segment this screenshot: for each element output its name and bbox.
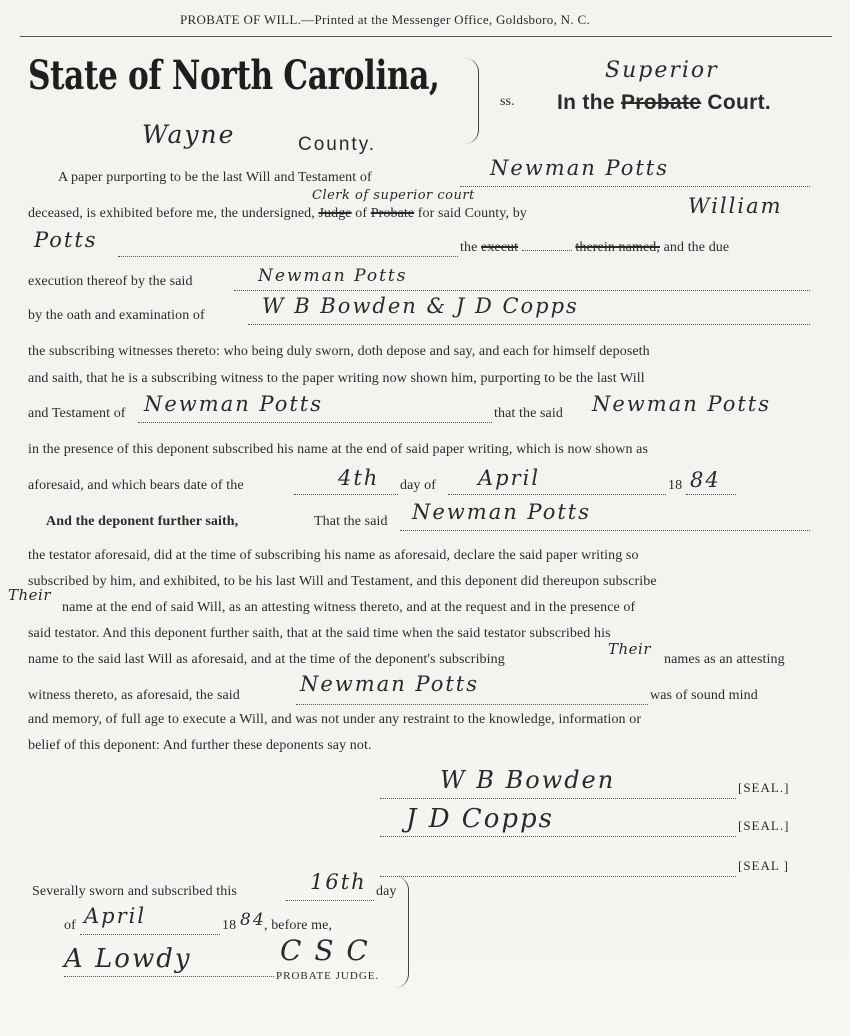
insert-their-2: Their [608,640,652,658]
fill-line [522,250,572,251]
line-16-text: name to the said last Will as aforesaid, and at the time of the deponent's subscribing [28,652,505,667]
line-6-text: the subscribing witnesses thereto: who being duly sworn, doth depose and say, and each for himself deposeth [28,344,650,359]
seal-1: [SEAL.] [738,780,790,795]
fill-line [380,798,736,799]
seal-3: [SEAL ] [738,858,789,873]
fill-line [380,876,736,877]
line-17-b: was of sound mind [650,688,758,703]
jurat-month: April [84,904,147,928]
line-8-b: that the said [494,406,563,421]
line-13-text: subscribed by him, and exhibited, to be his last Will and Testament, and this deponent did thereupon subscribe [28,574,657,589]
jurat-year: 84 [240,910,266,930]
line-16-b: names as an attesting [664,652,785,667]
court-title [557,91,771,115]
line-3-a: the [460,240,478,255]
fill-line [400,530,810,531]
jurat-line-2-a: of [64,918,76,933]
line-3-b: and the due [663,240,730,255]
fill-line [80,934,220,935]
fill-line [448,494,666,495]
insert-their-1: Their [8,586,52,604]
header-rule [20,36,832,37]
line-11-bold: And the deponent further saith, [46,514,239,529]
testator-name-2: Newman Potts [258,266,408,286]
signature-bowden: W B Bowden [440,766,616,794]
line-2-struck-judge: Judge [318,206,352,221]
jurat-day: 16th [310,870,367,894]
will-month: April [478,466,541,490]
line-14-text: name at the end of said Will, as an attesting witness thereto, and at the request and in the presence of [62,600,636,615]
jurat-signer-title: C S C [280,934,370,967]
fill-line [138,422,492,423]
line-9-text: in the presence of this deponent subscribed his name at the end of said paper writing, which is now shown as [28,442,649,457]
line-3-struck-execut: execut [481,240,519,255]
clerk-insert: Clerk of superior court [312,188,475,203]
fill-line [64,976,274,977]
testator-name-3: Newman Potts [144,392,323,416]
probate-judge-label: PROBATE JUDGE. [276,970,380,982]
witness-names: W B Bowden & J D Copps [262,294,579,318]
line-2 [28,206,527,222]
jurat-brace [394,876,409,988]
testator-name-4: Newman Potts [592,392,771,416]
ss-label: ss. [500,94,515,109]
line-19-text: belief of this deponent: And further these deponents say not. [28,738,372,753]
testator-name-6: Newman Potts [300,672,479,696]
line-17-a: witness thereto, as aforesaid, the said [28,688,240,703]
fill-line [248,324,810,325]
court-prefix: In the [557,91,615,114]
fill-line [380,836,736,837]
state-title: State of North Carolina, [28,52,440,99]
jurat-line-1-a: Severally sworn and subscribed this [32,884,237,899]
line-7-text: and saith, that he is a subscribing witness to the paper writing now shown him, purporting to be the last Will [28,371,645,386]
fill-line [234,290,810,291]
line-4-text: execution thereof by the said [28,274,193,289]
line-2-struck-probate: Probate [370,206,415,221]
line-11-a: That the said [314,514,388,529]
applicant-first-name: William [688,194,783,218]
fill-line [296,704,648,705]
line-10-b: day of [400,478,436,493]
line-18-text: and memory, of full age to execute a Will, and was not under any restraint to the knowledge, information or [28,712,642,727]
court-handwritten: Superior [605,58,719,83]
county-word: County. [298,134,377,155]
line-12-text: the testator aforesaid, did at the time of subscribing his name as aforesaid, declare the said paper writing so [28,548,639,563]
line-3 [460,240,729,256]
jurat-line-1-b: day [376,884,397,899]
fill-line [118,256,458,257]
jurat-year-printed: 18 [222,918,237,933]
seal-2: [SEAL.] [738,818,790,833]
testator-name-5: Newman Potts [412,500,591,524]
will-year-printed: 18 [668,478,683,493]
testator-name-1: Newman Potts [490,156,669,180]
printer-header: PROBATE OF WILL.—Printed at the Messenger Office, Goldsboro, N. C. [180,12,590,27]
court-struck: Probate [620,91,702,114]
applicant-last-name: Potts [34,228,98,252]
line-3-struck-therein: therein named, [575,240,660,255]
title-brace [462,58,479,144]
fill-line [686,494,736,495]
jurat-signer: A Lowdy [64,944,192,974]
fill-line [286,900,374,901]
fill-line [294,494,398,495]
line-1-text: A paper purporting to be the last Will and Testament of [58,170,372,185]
line-2-b: of [355,206,368,221]
county-handwritten: Wayne [142,120,236,149]
jurat-line-2-b: , before me, [264,918,333,933]
will-day: 4th [338,466,380,490]
line-15-text: said testator. And this deponent further saith, that at the said time when the said testator subscribed his [28,626,611,641]
line-2-c: for said County, by [417,206,527,221]
will-year: 84 [690,468,721,492]
line-5-text: by the oath and examination of [28,308,205,323]
court-suffix: Court. [707,91,771,114]
line-2-a: deceased, is exhibited before me, the undersigned, [28,206,315,221]
line-10-a: aforesaid, and which bears date of the [28,478,244,493]
signature-copps: J D Copps [406,804,554,834]
line-8-a: and Testament of [28,406,126,421]
fill-line [460,186,810,187]
